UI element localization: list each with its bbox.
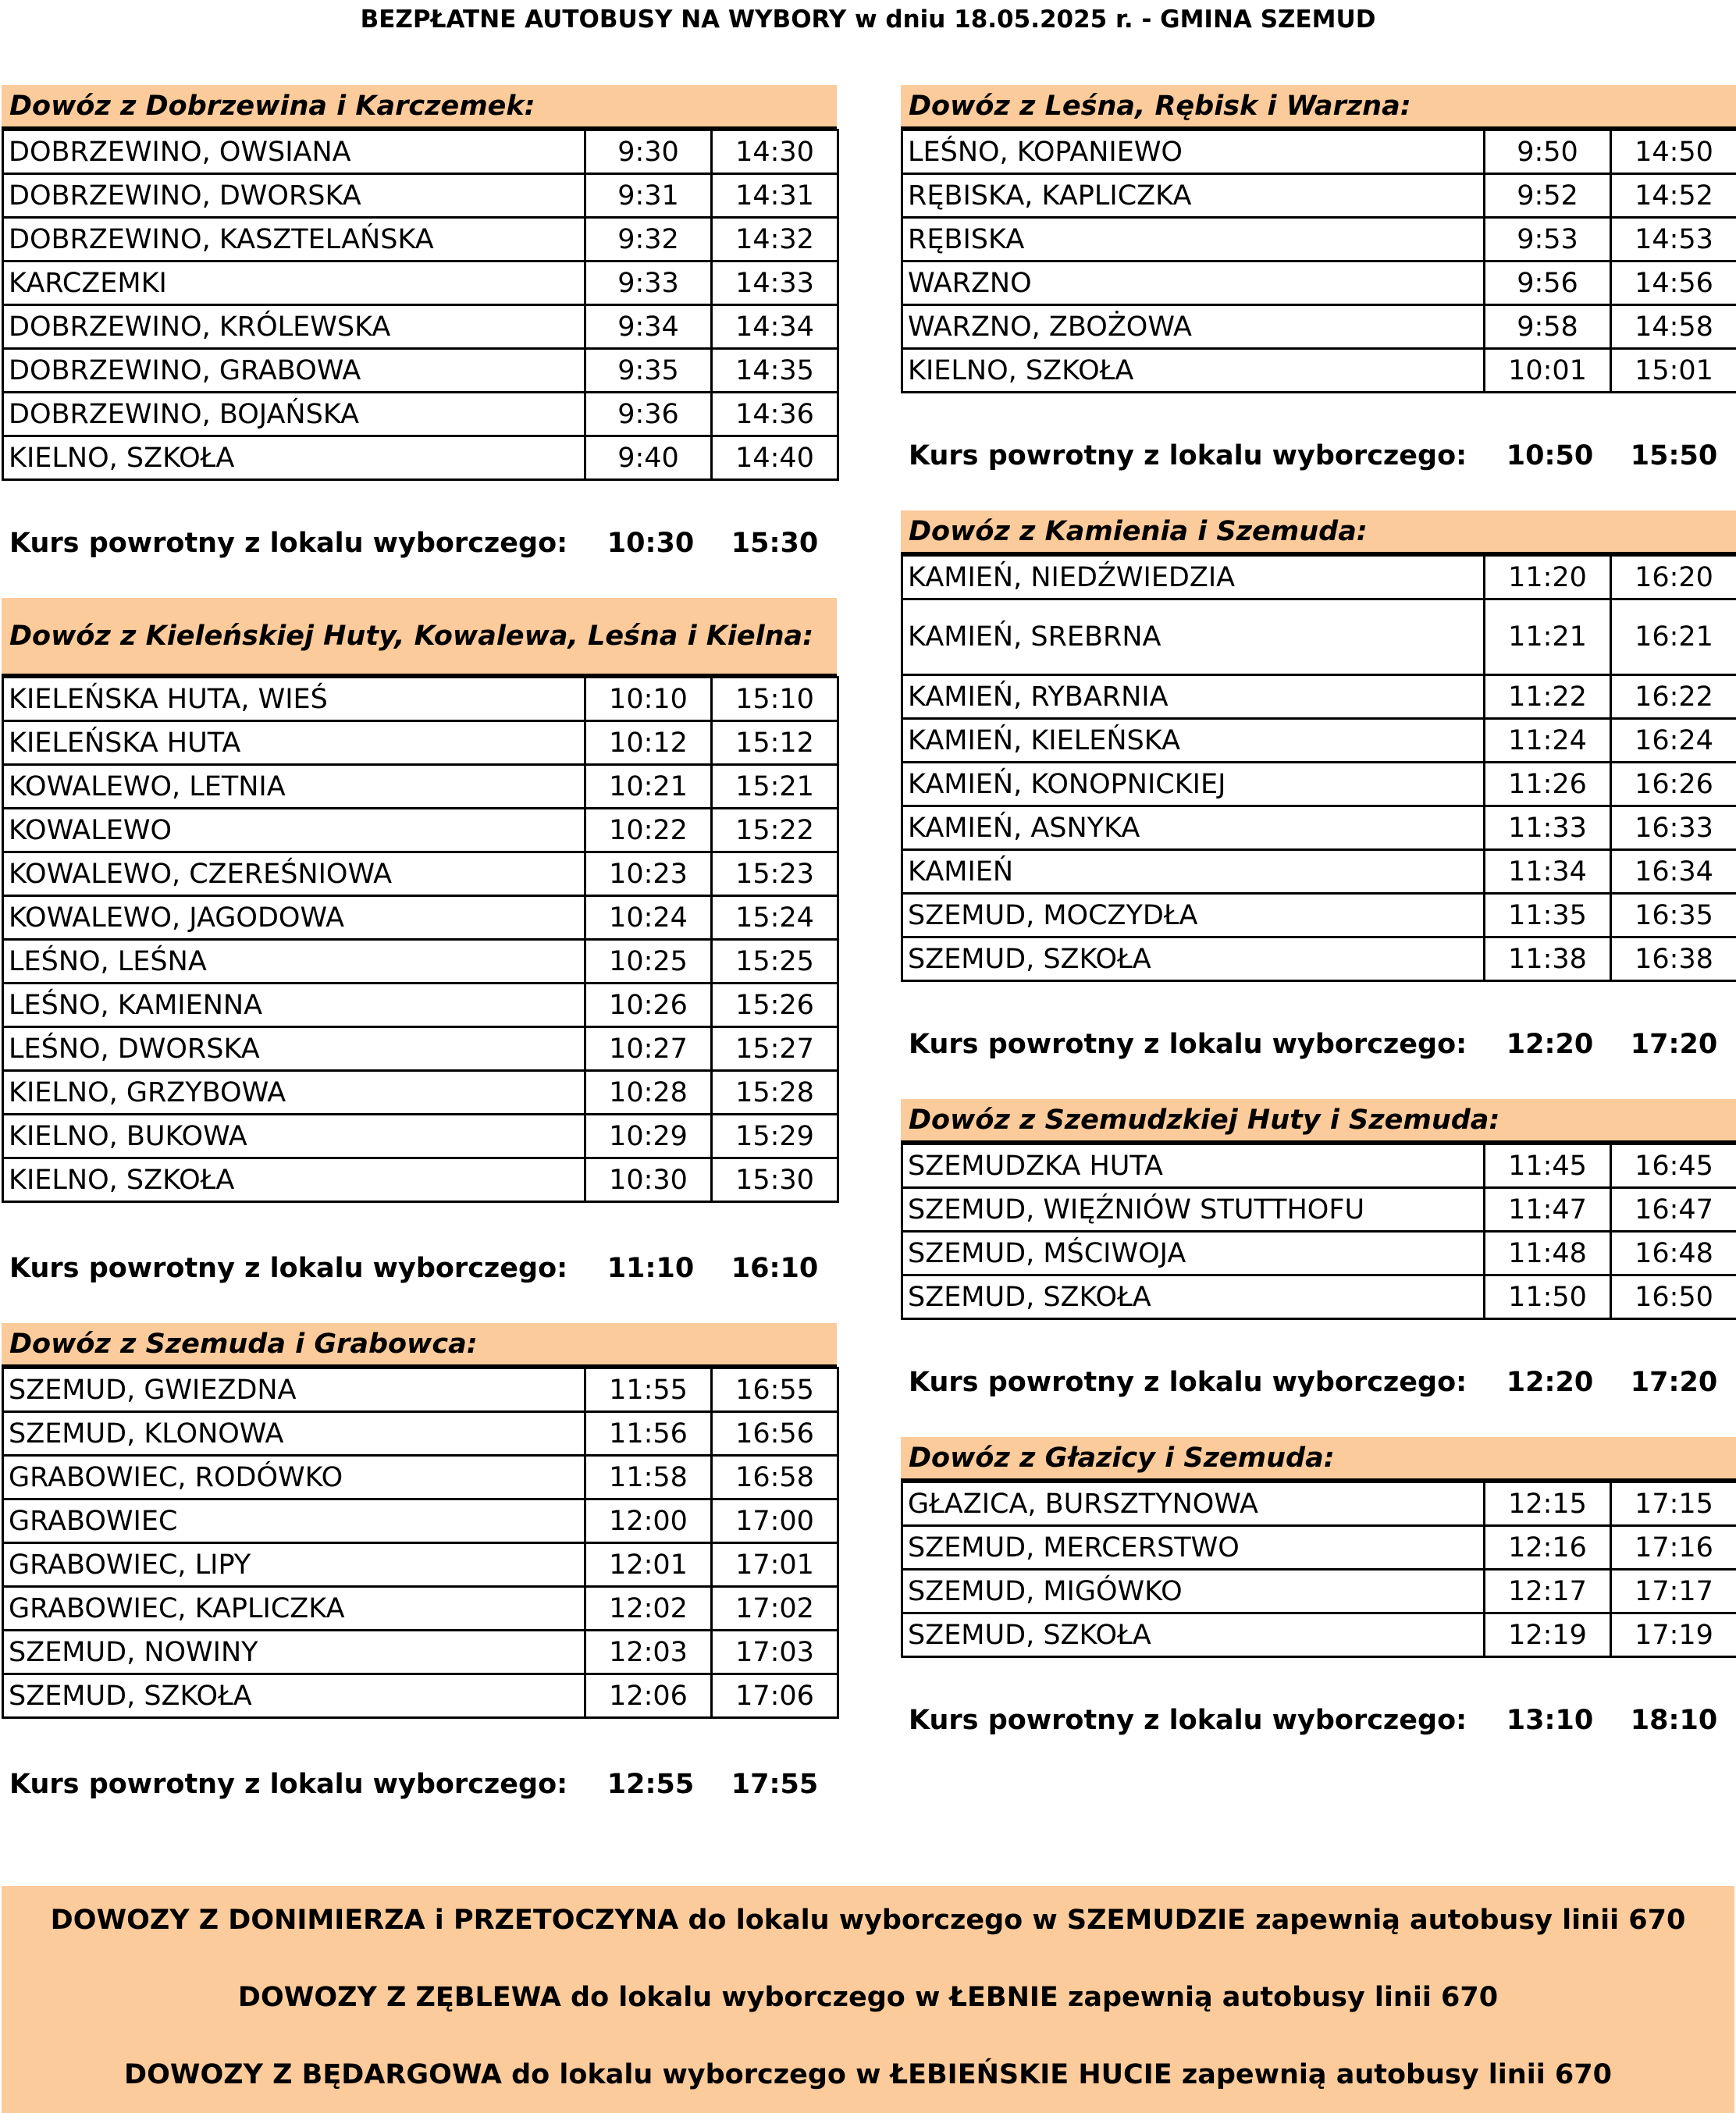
stop-name: GŁAZICA, BURSZTYNOWA [902, 1482, 1485, 1526]
return-time-1: 12:55 [607, 1769, 695, 1800]
notes-box [2, 1886, 1734, 2113]
table-row [902, 719, 1736, 763]
table-row [902, 1232, 1736, 1275]
departure-time-1: 10:29 [585, 1115, 712, 1158]
table-row [3, 940, 838, 984]
table-row [3, 1543, 838, 1587]
return-trip-label: Kurs powrotny z lokalu wyborczego: [9, 1253, 568, 1284]
departure-time-2: 15:30 [712, 1158, 838, 1202]
departure-time-1: 11:21 [1485, 599, 1611, 675]
route-section [901, 1099, 1736, 1437]
stop-name: LEŚNO, KOPANIEWO [902, 130, 1485, 174]
departure-time-1: 12:00 [585, 1499, 712, 1543]
stop-name: KAMIEŃ, NIEDŹWIEDZIA [902, 556, 1485, 599]
departure-time-2: 17:15 [1611, 1482, 1736, 1526]
departure-time-2: 15:10 [712, 678, 838, 721]
stop-name: DOBRZEWINO, BOJAŃSKA [3, 393, 585, 436]
departure-time-1: 11:22 [1485, 675, 1611, 719]
stop-name: SZEMUD, NOWINY [3, 1631, 585, 1674]
departure-time-1: 11:56 [585, 1412, 712, 1456]
return-trip-label: Kurs powrotny z lokalu wyborczego: [9, 528, 568, 559]
table-row [3, 1115, 838, 1158]
departure-time-1: 10:26 [585, 984, 712, 1027]
departure-time-1: 11:26 [1485, 763, 1611, 806]
departure-time-2: 14:34 [712, 305, 838, 349]
departure-time-2: 16:56 [712, 1412, 838, 1456]
departure-time-2: 14:31 [712, 174, 838, 218]
stops-table [901, 1481, 1736, 1658]
departure-time-2: 15:01 [1611, 349, 1736, 393]
table-row [3, 1158, 838, 1202]
departure-time-1: 10:25 [585, 940, 712, 984]
departure-time-2: 17:16 [1611, 1526, 1736, 1570]
stop-name: KAMIEŃ, SREBRNA [902, 599, 1485, 675]
stop-name: WARZNO [902, 261, 1485, 305]
table-row [3, 436, 838, 480]
table-row [902, 556, 1736, 599]
return-trip-row [901, 1361, 1736, 1404]
route-section [2, 85, 837, 598]
stops-table [901, 129, 1736, 393]
stops-table [2, 1367, 839, 1719]
stop-name: SZEMUD, KLONOWA [3, 1412, 585, 1456]
return-time-2: 17:20 [1630, 1367, 1718, 1398]
right-column [901, 85, 1736, 1742]
table-row [3, 1412, 838, 1456]
departure-time-2: 17:06 [712, 1674, 838, 1718]
table-row [3, 1587, 838, 1631]
route-header: Dowóz z Szemuda i Grabowca: [2, 1323, 837, 1367]
return-trip-row [2, 521, 837, 565]
departure-time-1: 12:01 [585, 1543, 712, 1587]
stop-name: SZEMUDZKA HUTA [902, 1144, 1485, 1188]
route-section [2, 1323, 837, 1806]
table-row [902, 675, 1736, 719]
departure-time-2: 14:56 [1611, 261, 1736, 305]
departure-time-2: 15:22 [712, 809, 838, 852]
stop-name: DOBRZEWINO, OWSIANA [3, 130, 585, 174]
departure-time-1: 11:50 [1485, 1275, 1611, 1319]
return-time-2: 18:10 [1630, 1705, 1718, 1736]
departure-time-2: 15:12 [712, 721, 838, 765]
route-section [901, 85, 1736, 510]
departure-time-2: 15:23 [712, 852, 838, 896]
table-row [902, 218, 1736, 261]
note-line: DOWOZY Z DONIMIERZA i PRZETOCZYNA do lokalu wyborczego w SZEMUDZIE zapewnią autobusy linii 670 [50, 1905, 1686, 1936]
departure-time-1: 12:06 [585, 1674, 712, 1718]
departure-time-2: 16:48 [1611, 1232, 1736, 1275]
departure-time-2: 14:30 [712, 130, 838, 174]
departure-time-2: 15:27 [712, 1027, 838, 1071]
departure-time-1: 11:24 [1485, 719, 1611, 763]
return-trip-label: Kurs powrotny z lokalu wyborczego: [9, 1769, 568, 1800]
stop-name: SZEMUD, MŚCIWOJA [902, 1232, 1485, 1275]
route-header: Dowóz z Leśna, Rębisk i Warzna: [901, 85, 1736, 129]
departure-time-1: 12:19 [1485, 1613, 1611, 1657]
departure-time-1: 10:24 [585, 896, 712, 940]
departure-time-1: 11:38 [1485, 937, 1611, 981]
stop-name: SZEMUD, GWIEZDNA [3, 1368, 585, 1412]
departure-time-1: 11:45 [1485, 1144, 1611, 1188]
table-row [3, 1071, 838, 1115]
stop-name: KIELEŃSKA HUTA, WIEŚ [3, 678, 585, 721]
stop-name: GRABOWIEC, RODÓWKO [3, 1456, 585, 1499]
return-time-1: 12:20 [1506, 1029, 1594, 1060]
departure-time-1: 9:34 [585, 305, 712, 349]
return-trip-row [901, 1023, 1736, 1066]
departure-time-1: 12:02 [585, 1587, 712, 1631]
departure-time-1: 12:03 [585, 1631, 712, 1674]
stop-name: KARCZEMKI [3, 261, 585, 305]
departure-time-2: 16:20 [1611, 556, 1736, 599]
table-row [902, 763, 1736, 806]
departure-time-1: 10:12 [585, 721, 712, 765]
stop-name: KIELNO, SZKOŁA [902, 349, 1485, 393]
table-row [902, 349, 1736, 393]
stop-name: DOBRZEWINO, KASZTELAŃSKA [3, 218, 585, 261]
departure-time-1: 10:21 [585, 765, 712, 809]
table-row [3, 1368, 838, 1412]
return-trip-row [2, 1763, 837, 1806]
departure-time-1: 9:58 [1485, 305, 1611, 349]
departure-time-2: 17:03 [712, 1631, 838, 1674]
return-trip-label: Kurs powrotny z lokalu wyborczego: [909, 1029, 1467, 1060]
departure-time-1: 11:20 [1485, 556, 1611, 599]
departure-time-1: 9:40 [585, 436, 712, 480]
departure-time-2: 15:28 [712, 1071, 838, 1115]
table-row [3, 678, 838, 721]
table-row [902, 806, 1736, 850]
stop-name: KIELNO, SZKOŁA [3, 1158, 585, 1202]
stop-name: KAMIEŃ, RYBARNIA [902, 675, 1485, 719]
departure-time-1: 11:48 [1485, 1232, 1611, 1275]
departure-time-2: 15:24 [712, 896, 838, 940]
table-row [3, 984, 838, 1027]
departure-time-1: 10:23 [585, 852, 712, 896]
table-row [3, 1674, 838, 1718]
table-row [3, 896, 838, 940]
departure-time-1: 9:56 [1485, 261, 1611, 305]
table-row [3, 852, 838, 896]
route-header: Dowóz z Kieleńskiej Huty, Kowalewa, Leśna i Kielna: [2, 598, 837, 676]
return-time-1: 10:30 [607, 528, 695, 559]
departure-time-1: 12:15 [1485, 1482, 1611, 1526]
return-trip-row [901, 1699, 1736, 1742]
table-row [902, 130, 1736, 174]
departure-time-2: 14:33 [712, 261, 838, 305]
table-row [902, 937, 1736, 981]
stop-name: SZEMUD, SZKOŁA [902, 1613, 1485, 1657]
departure-time-2: 16:50 [1611, 1275, 1736, 1319]
stop-name: LEŚNO, LEŚNA [3, 940, 585, 984]
stop-name: DOBRZEWINO, KRÓLEWSKA [3, 305, 585, 349]
stops-table [901, 554, 1736, 982]
return-time-1: 12:20 [1506, 1367, 1594, 1398]
table-row [3, 1499, 838, 1543]
stop-name: KOWALEWO, LETNIA [3, 765, 585, 809]
table-row [3, 305, 838, 349]
stop-name: GRABOWIEC, KAPLICZKA [3, 1587, 585, 1631]
table-row [3, 261, 838, 305]
departure-time-2: 16:55 [712, 1368, 838, 1412]
departure-time-2: 16:58 [712, 1456, 838, 1499]
table-row [902, 599, 1736, 675]
departure-time-2: 14:32 [712, 218, 838, 261]
departure-time-2: 17:17 [1611, 1570, 1736, 1613]
table-row [902, 305, 1736, 349]
departure-time-1: 9:50 [1485, 130, 1611, 174]
stop-name: KOWALEWO [3, 809, 585, 852]
table-row [3, 1456, 838, 1499]
return-trip-row [901, 434, 1736, 478]
departure-time-2: 17:01 [712, 1543, 838, 1587]
departure-time-2: 14:36 [712, 393, 838, 436]
stop-name: KIELNO, SZKOŁA [3, 436, 585, 480]
departure-time-1: 11:34 [1485, 850, 1611, 894]
stop-name: KOWALEWO, CZEREŚNIOWA [3, 852, 585, 896]
departure-time-1: 11:35 [1485, 894, 1611, 937]
stop-name: DOBRZEWINO, GRABOWA [3, 349, 585, 393]
departure-time-1: 9:33 [585, 261, 712, 305]
table-row [3, 349, 838, 393]
return-time-1: 10:50 [1506, 440, 1594, 471]
departure-time-1: 9:36 [585, 393, 712, 436]
departure-time-1: 11:47 [1485, 1188, 1611, 1232]
route-header: Dowóz z Dobrzewina i Karczemek: [2, 85, 837, 129]
table-row [902, 1482, 1736, 1526]
stop-name: KOWALEWO, JAGODOWA [3, 896, 585, 940]
return-trip-label: Kurs powrotny z lokalu wyborczego: [909, 1367, 1467, 1398]
departure-time-2: 14:53 [1611, 218, 1736, 261]
stop-name: GRABOWIEC [3, 1499, 585, 1543]
departure-time-1: 9:30 [585, 130, 712, 174]
departure-time-2: 15:29 [712, 1115, 838, 1158]
stop-name: GRABOWIEC, LIPY [3, 1543, 585, 1587]
stop-name: SZEMUD, MOCZYDŁA [902, 894, 1485, 937]
return-trip-label: Kurs powrotny z lokalu wyborczego: [909, 1705, 1467, 1736]
route-header: Dowóz z Kamienia i Szemuda: [901, 510, 1736, 554]
departure-time-2: 14:35 [712, 349, 838, 393]
stops-table [2, 129, 839, 481]
table-row [3, 809, 838, 852]
departure-time-2: 14:40 [712, 436, 838, 480]
stop-name: KAMIEŃ, ASNYKA [902, 806, 1485, 850]
departure-time-2: 16:47 [1611, 1188, 1736, 1232]
departure-time-2: 16:38 [1611, 937, 1736, 981]
table-row [3, 174, 838, 218]
return-time-2: 17:55 [731, 1769, 819, 1800]
departure-time-1: 11:55 [585, 1368, 712, 1412]
departure-time-1: 9:31 [585, 174, 712, 218]
return-time-1: 13:10 [1506, 1705, 1594, 1736]
stop-name: SZEMUD, MIGÓWKO [902, 1570, 1485, 1613]
return-trip-label: Kurs powrotny z lokalu wyborczego: [909, 440, 1467, 471]
table-row [902, 1188, 1736, 1232]
departure-time-1: 10:28 [585, 1071, 712, 1115]
note-line: DOWOZY Z ZĘBLEWA do lokalu wyborczego w ŁEBNIE zapewnią autobusy linii 670 [237, 1982, 1499, 2013]
return-trip-row [2, 1247, 837, 1290]
departure-time-1: 11:33 [1485, 806, 1611, 850]
route-header: Dowóz z Szemudzkiej Huty i Szemuda: [901, 1099, 1736, 1143]
table-row [3, 393, 838, 436]
departure-time-2: 15:26 [712, 984, 838, 1027]
stops-table [2, 676, 839, 1203]
stop-name: RĘBISKA [902, 218, 1485, 261]
departure-time-2: 14:50 [1611, 130, 1736, 174]
departure-time-2: 17:00 [712, 1499, 838, 1543]
table-row [902, 261, 1736, 305]
departure-time-1: 11:58 [585, 1456, 712, 1499]
departure-time-2: 16:34 [1611, 850, 1736, 894]
departure-time-1: 9:53 [1485, 218, 1611, 261]
table-row [3, 130, 838, 174]
departure-time-2: 15:21 [712, 765, 838, 809]
departure-time-2: 15:25 [712, 940, 838, 984]
return-time-1: 11:10 [607, 1253, 695, 1284]
departure-time-1: 10:01 [1485, 349, 1611, 393]
departure-time-1: 9:35 [585, 349, 712, 393]
table-row [902, 850, 1736, 894]
route-section [901, 510, 1736, 1099]
departure-time-1: 9:32 [585, 218, 712, 261]
departure-time-1: 12:16 [1485, 1526, 1611, 1570]
note-line: DOWOZY Z BĘDARGOWA do lokalu wyborczego w ŁEBIEŃSKIE HUCIE zapewnią autobusy linii 670 [124, 2059, 1612, 2090]
departure-time-1: 10:27 [585, 1027, 712, 1071]
page-title: BEZPŁATNE AUTOBUSY NA WYBORY w dniu 18.05.2025 r. - GMINA SZEMUD [360, 5, 1376, 34]
table-row [902, 894, 1736, 937]
table-row [902, 1144, 1736, 1188]
departure-time-2: 16:21 [1611, 599, 1736, 675]
departure-time-1: 10:30 [585, 1158, 712, 1202]
departure-time-2: 16:26 [1611, 763, 1736, 806]
table-row [3, 1631, 838, 1674]
table-row [902, 1526, 1736, 1570]
departure-time-2: 16:33 [1611, 806, 1736, 850]
departure-time-2: 16:24 [1611, 719, 1736, 763]
stop-name: KIELNO, GRZYBOWA [3, 1071, 585, 1115]
stop-name: KAMIEŃ, KONOPNICKIEJ [902, 763, 1485, 806]
stop-name: SZEMUD, WIĘŹNIÓW STUTTHOFU [902, 1188, 1485, 1232]
stop-name: DOBRZEWINO, DWORSKA [3, 174, 585, 218]
stops-table [901, 1143, 1736, 1320]
stop-name: KAMIEŃ [902, 850, 1485, 894]
table-row [3, 1027, 838, 1071]
route-section [2, 598, 837, 1323]
stop-name: SZEMUD, MERCERSTWO [902, 1526, 1485, 1570]
route-header: Dowóz z Głazicy i Szemuda: [901, 1437, 1736, 1481]
stop-name: WARZNO, ZBOŻOWA [902, 305, 1485, 349]
table-row [3, 218, 838, 261]
departure-time-2: 16:45 [1611, 1144, 1736, 1188]
table-row [902, 1275, 1736, 1319]
return-time-2: 15:30 [731, 528, 819, 559]
stop-name: RĘBISKA, KAPLICZKA [902, 174, 1485, 218]
table-row [902, 174, 1736, 218]
stop-name: SZEMUD, SZKOŁA [3, 1674, 585, 1718]
departure-time-2: 17:02 [712, 1587, 838, 1631]
table-row [3, 765, 838, 809]
stop-name: SZEMUD, SZKOŁA [902, 937, 1485, 981]
stop-name: LEŚNO, DWORSKA [3, 1027, 585, 1071]
departure-time-2: 14:52 [1611, 174, 1736, 218]
departure-time-1: 9:52 [1485, 174, 1611, 218]
return-time-2: 16:10 [731, 1253, 819, 1284]
return-time-2: 15:50 [1630, 440, 1718, 471]
departure-time-2: 16:35 [1611, 894, 1736, 937]
departure-time-2: 14:58 [1611, 305, 1736, 349]
stop-name: KIELEŃSKA HUTA [3, 721, 585, 765]
departure-time-1: 10:22 [585, 809, 712, 852]
table-row [3, 721, 838, 765]
return-time-2: 17:20 [1630, 1029, 1718, 1060]
table-row [902, 1613, 1736, 1657]
route-section [901, 1437, 1736, 1742]
departure-time-1: 10:10 [585, 678, 712, 721]
departure-time-1: 12:17 [1485, 1570, 1611, 1613]
stop-name: SZEMUD, SZKOŁA [902, 1275, 1485, 1319]
table-row [902, 1570, 1736, 1613]
departure-time-2: 17:19 [1611, 1613, 1736, 1657]
stop-name: KIELNO, BUKOWA [3, 1115, 585, 1158]
stop-name: KAMIEŃ, KIELEŃSKA [902, 719, 1485, 763]
left-column [2, 85, 837, 1806]
stop-name: LEŚNO, KAMIENNA [3, 984, 585, 1027]
departure-time-2: 16:22 [1611, 675, 1736, 719]
